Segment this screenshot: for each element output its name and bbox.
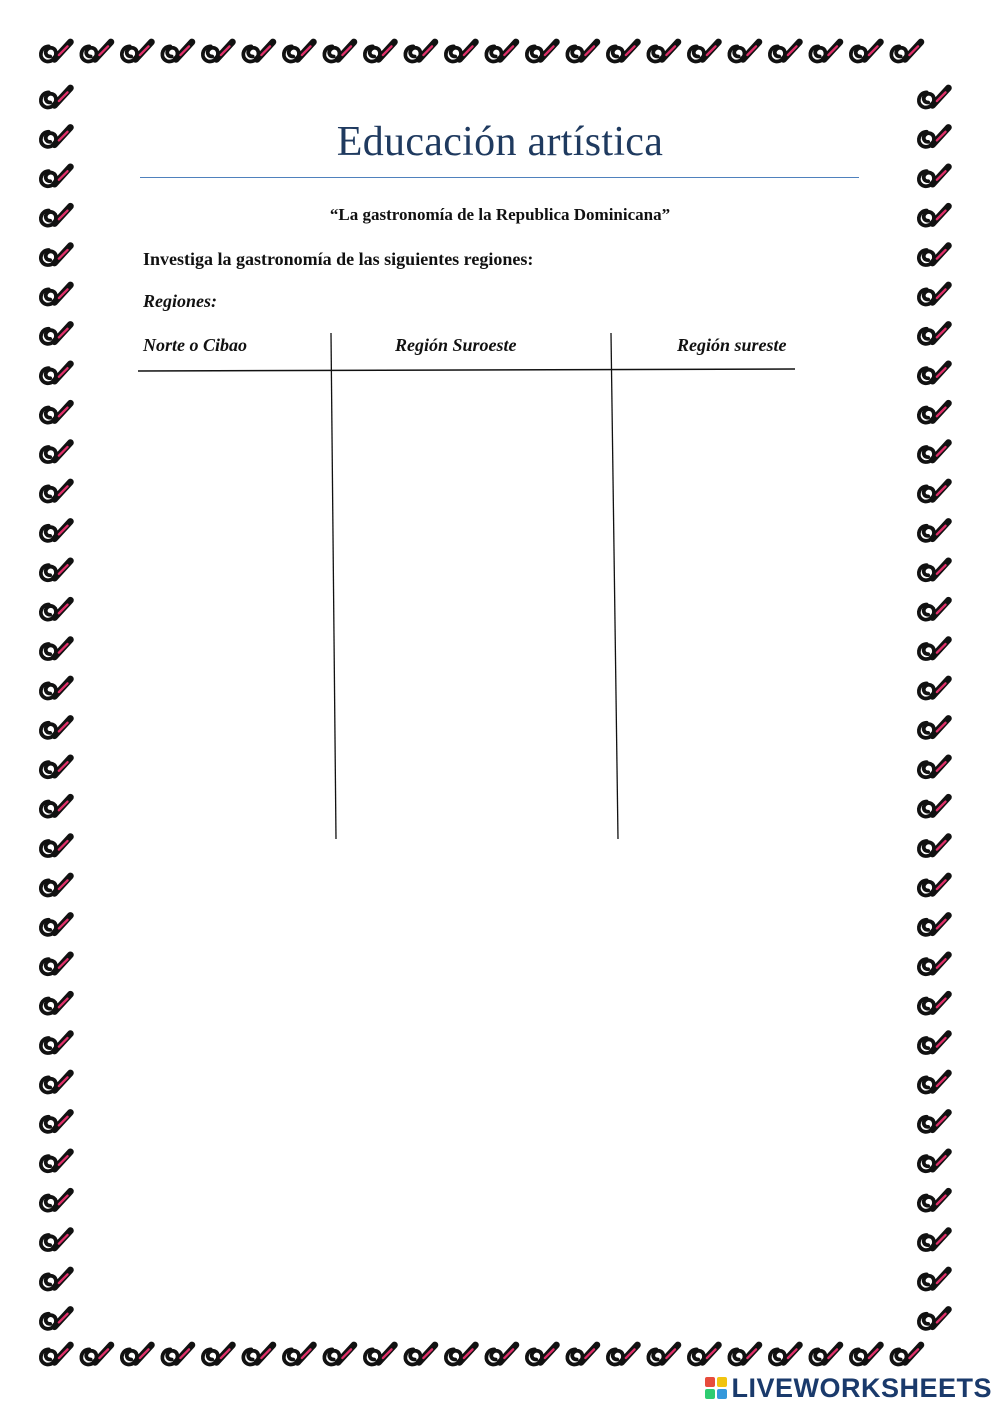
border-swirl-icon xyxy=(41,837,71,856)
border-swirl-icon xyxy=(919,600,949,619)
border-swirl-icon xyxy=(919,561,949,580)
border-swirl-icon xyxy=(919,718,949,737)
border-swirl-icon xyxy=(486,42,516,61)
border-swirl-icon xyxy=(919,640,949,659)
border-swirl-icon xyxy=(919,876,949,895)
border-swirl-icon xyxy=(41,1073,71,1092)
border-swirl-icon xyxy=(810,42,840,61)
border-swirl-icon xyxy=(162,1345,192,1364)
border-swirl-icon xyxy=(919,1073,949,1092)
liveworksheets-watermark xyxy=(705,1373,992,1403)
border-swirl-icon xyxy=(41,1034,71,1053)
border-swirl-icon xyxy=(405,1345,435,1364)
regions-label: Regiones: xyxy=(143,291,217,311)
border-swirl-icon xyxy=(689,42,719,61)
border-swirl-icon xyxy=(919,1191,949,1210)
border-swirl-icon xyxy=(729,1345,759,1364)
border-swirl-icon xyxy=(41,127,71,146)
border-swirl-icon xyxy=(919,837,949,856)
border-swirl-icon xyxy=(41,640,71,659)
border-swirl-icon xyxy=(243,42,273,61)
border-swirl-icon xyxy=(41,1270,71,1289)
border-swirl-icon xyxy=(41,679,71,698)
border-swirl-icon xyxy=(41,521,71,540)
border-swirl-icon xyxy=(891,1345,921,1364)
border-swirl-icon xyxy=(203,42,233,61)
border-swirl-icon xyxy=(41,167,71,186)
border-swirl-icon xyxy=(608,42,638,61)
border-swirl-icon xyxy=(41,955,71,974)
border-swirl-icon xyxy=(851,42,881,61)
border-swirl-icon xyxy=(405,42,435,61)
border-swirl-icon xyxy=(919,1152,949,1171)
border-swirl-icon xyxy=(365,42,395,61)
instruction-text: Investiga la gastronomía de las siguientes regiones: xyxy=(143,249,534,269)
border-swirl-icon xyxy=(41,758,71,777)
border-swirl-icon xyxy=(41,561,71,580)
border-swirl-icon xyxy=(41,42,71,61)
border-swirl-icon xyxy=(919,403,949,422)
border-swirl-icon xyxy=(122,1345,152,1364)
border-swirl-icon xyxy=(919,1034,949,1053)
border-swirl-icon xyxy=(122,42,152,61)
border-swirl-icon xyxy=(41,797,71,816)
border-swirl-icon xyxy=(919,324,949,343)
border-swirl-icon xyxy=(41,324,71,343)
border-swirl-icon xyxy=(324,1345,354,1364)
border-swirl-icon xyxy=(81,1345,111,1364)
border-swirl-icon xyxy=(919,1309,949,1328)
border-swirl-icon xyxy=(41,443,71,462)
border-swirl-icon xyxy=(41,403,71,422)
border-swirl-icon xyxy=(41,1191,71,1210)
border-swirl-icon xyxy=(446,1345,476,1364)
border-swirl-icon xyxy=(41,1309,71,1328)
border-swirl-icon xyxy=(919,915,949,934)
border-swirl-icon xyxy=(919,994,949,1013)
title-divider xyxy=(140,177,859,178)
border-swirl-icon xyxy=(162,42,192,61)
column-header-region-sureste: Región sureste xyxy=(677,335,787,355)
border-swirl-icon xyxy=(41,1112,71,1131)
border-swirl-icon xyxy=(41,1152,71,1171)
border-swirl-icon xyxy=(919,285,949,304)
border-swirl-icon xyxy=(648,1345,678,1364)
border-swirl-icon xyxy=(41,88,71,107)
border-swirl-icon xyxy=(41,718,71,737)
border-swirl-icon xyxy=(919,1231,949,1250)
border-swirl-icon xyxy=(919,443,949,462)
border-top-row xyxy=(41,42,921,61)
border-swirl-icon xyxy=(770,1345,800,1364)
border-swirl-icon xyxy=(567,42,597,61)
border-swirl-icon xyxy=(41,285,71,304)
border-swirl-icon xyxy=(919,364,949,383)
border-swirl-icon xyxy=(41,1231,71,1250)
border-swirl-icon xyxy=(41,364,71,383)
border-swirl-icon xyxy=(919,206,949,225)
border-swirl-icon xyxy=(810,1345,840,1364)
border-swirl-icon xyxy=(41,915,71,934)
border-swirl-icon xyxy=(41,1345,71,1364)
border-swirl-icon xyxy=(919,679,949,698)
border-swirl-icon xyxy=(41,876,71,895)
border-swirl-icon xyxy=(891,42,921,61)
border-swirl-icon xyxy=(648,42,678,61)
page-title: Educación artística xyxy=(336,119,664,165)
border-swirl-icon xyxy=(365,1345,395,1364)
border-swirl-icon xyxy=(919,521,949,540)
border-swirl-icon xyxy=(919,1270,949,1289)
border-swirl-icon xyxy=(919,127,949,146)
border-swirl-icon xyxy=(486,1345,516,1364)
border-swirl-icon xyxy=(41,482,71,501)
border-swirl-icon xyxy=(919,88,949,107)
border-swirl-icon xyxy=(41,994,71,1013)
worksheet-subtitle: “La gastronomía de la Republica Dominicana” xyxy=(329,205,671,224)
border-swirl-icon xyxy=(243,1345,273,1364)
column-header-norte-cibao: Norte o Cibao xyxy=(143,335,248,355)
watermark-text: LIVEWORKSHEETS xyxy=(731,1372,992,1403)
column-header-region-suroeste: Región Suroeste xyxy=(395,335,517,355)
border-swirl-icon xyxy=(919,797,949,816)
border-swirl-icon xyxy=(203,1345,233,1364)
border-swirl-icon xyxy=(324,42,354,61)
border-swirl-icon xyxy=(41,206,71,225)
border-swirl-icon xyxy=(567,1345,597,1364)
border-swirl-icon xyxy=(689,1345,719,1364)
border-swirl-icon xyxy=(41,600,71,619)
border-swirl-icon xyxy=(770,42,800,61)
border-swirl-icon xyxy=(919,167,949,186)
border-bottom-row xyxy=(41,1345,921,1364)
border-swirl-icon xyxy=(284,1345,314,1364)
border-swirl-icon xyxy=(81,42,111,61)
border-swirl-icon xyxy=(919,246,949,265)
liveworksheets-logo-icon xyxy=(705,1377,727,1399)
border-swirl-icon xyxy=(527,1345,557,1364)
border-swirl-icon xyxy=(527,42,557,61)
border-swirl-icon xyxy=(729,42,759,61)
border-swirl-icon xyxy=(851,1345,881,1364)
border-swirl-icon xyxy=(919,955,949,974)
border-swirl-icon xyxy=(41,246,71,265)
border-swirl-icon xyxy=(608,1345,638,1364)
border-right-column xyxy=(919,88,949,1329)
border-left-column xyxy=(41,88,71,1329)
border-swirl-icon xyxy=(919,758,949,777)
border-swirl-icon xyxy=(919,1112,949,1131)
border-swirl-icon xyxy=(919,482,949,501)
border-swirl-icon xyxy=(284,42,314,61)
border-swirl-icon xyxy=(446,42,476,61)
